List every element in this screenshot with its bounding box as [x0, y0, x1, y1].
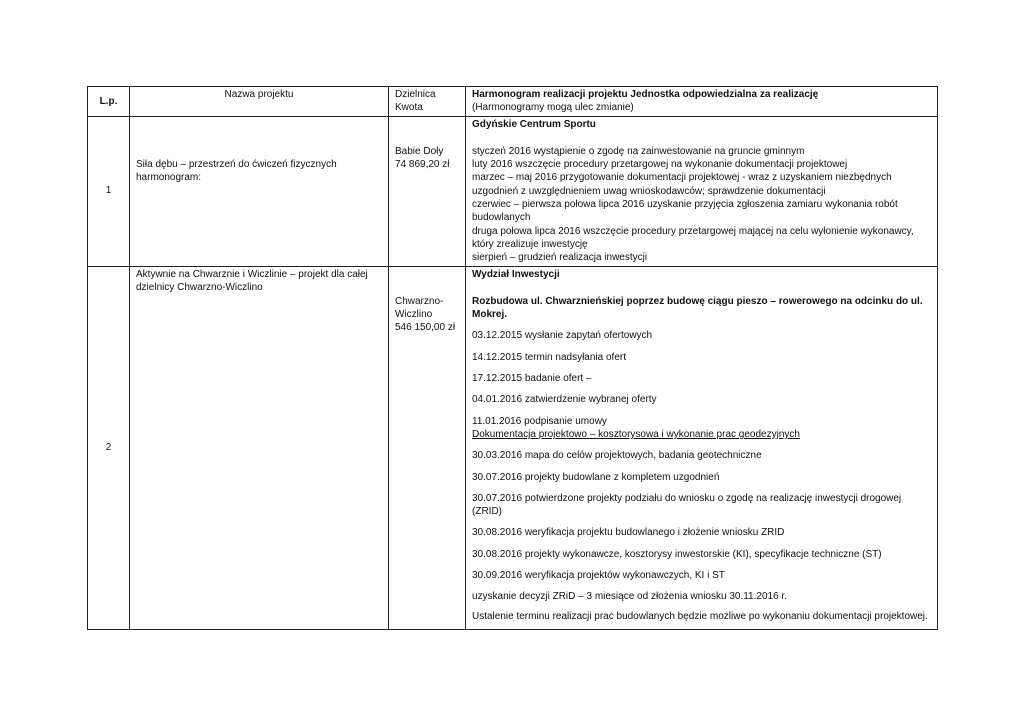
- district: Babie Doły: [395, 145, 444, 157]
- schedule-line: 30.03.2016 mapa do celów projektowych, badania geotechniczne: [472, 450, 762, 462]
- project-name: Siła dębu – przestrzeń do ćwiczeń fizycznych harmonogram:: [136, 158, 337, 183]
- schedule-line: uzyskanie decyzji ZRiD – 3 miesiące od złożenia wniosku 30.11.2016 r.: [472, 591, 787, 603]
- schedule-line: 30.07.2016 projekty budowlane z kompletem uzgodnień: [472, 471, 720, 483]
- table-row: [88, 266, 938, 629]
- schedule-cell: [466, 266, 938, 629]
- schedule-line: sierpień – grudzień realizacja inwestycji: [472, 252, 648, 264]
- schedule-line: 14.12.2015 termin nadsyłania ofert: [472, 351, 626, 363]
- schedule-line: 30.08.2016 weryfikacja projektu budowlanego i złożenie wniosku ZRID: [472, 527, 785, 539]
- schedule-note: Ustalenie terminu realizacji prac budowlanych będzie możliwe po wykonaniu dokumentacji projektowej.: [472, 610, 928, 622]
- project-name-cell: [130, 266, 389, 629]
- amount: 74 869,20 zł: [395, 158, 450, 170]
- schedule-line: 04.01.2016 zatwierdzenie wybranej oferty: [472, 394, 657, 406]
- schedule-line: 30.09.2016 weryfikacja projektów wykonawczych, KI i ST: [472, 570, 725, 582]
- responsible-unit: Wydział Inwestycji: [472, 268, 560, 280]
- header-schedule: [466, 87, 938, 117]
- responsible-unit: Gdyńskie Centrum Sportu: [472, 118, 596, 130]
- header-lp: L.p.: [88, 87, 130, 117]
- amount: 546 150,00 zł: [395, 322, 456, 334]
- row-number: 1: [88, 116, 130, 266]
- header-amount: Kwota: [395, 102, 423, 114]
- schedule-line: 17.12.2015 badanie ofert –: [472, 373, 592, 385]
- district-amount-cell: [389, 116, 466, 266]
- schedule-line: marzec – maj 2016 przygotowanie dokumentacji projektowej - wraz z uzyskaniem niezbędnych uzgodnień z uwzględnieniem uwag wnioskodawców; sprawdzenie dokumentacji: [472, 172, 892, 197]
- header-schedule-title: Harmonogram realizacji projektu Jednostka odpowiedzialna za realizację: [472, 89, 819, 100]
- project-schedule-table: [87, 86, 938, 630]
- district: Chwarzno-Wiczlino: [395, 295, 444, 320]
- table-row: [88, 116, 938, 266]
- schedule-line: 11.01.2016 podpisanie umowy: [472, 415, 607, 427]
- schedule-line: 30.07.2016 potwierdzone projekty podziału do wniosku o zgodę na realizację inwestycji drogowej (ZRID): [472, 492, 902, 518]
- row-number: 2: [88, 266, 130, 629]
- project-subtitle: Rozbudowa ul. Chwarznieńskiej poprzez budowę ciągu pieszo – rowerowego na odcinku do ul. Mokrej.: [472, 295, 923, 321]
- schedule-cell: [466, 116, 938, 266]
- district-amount-cell: [389, 266, 466, 629]
- schedule-line: styczeń 2016 wystąpienie o zgodę na zainwestowanie na gruncie gminnym: [472, 145, 805, 157]
- project-name-cell: [130, 116, 389, 266]
- header-project-name: Nazwa projektu: [130, 87, 389, 117]
- schedule-line: czerwiec – pierwsza połowa lipca 2016 uzyskanie przyjęcia zgłoszenia zamiaru wykonania robót budowlanych: [472, 199, 898, 224]
- schedule-line: 30.08.2016 projekty wykonawcze, kosztorysy inwestorskie (KI), specyfikacje techniczne (ST): [472, 548, 882, 560]
- header-district-amount: [389, 87, 466, 117]
- schedule-line: 03.12.2015 wysłanie zapytań ofertowych: [472, 330, 653, 342]
- header-district: Dzielnica: [395, 89, 436, 100]
- table-header-row: [88, 87, 938, 117]
- documentation-heading: Dokumentacja projektowo – kosztorysowa i wykonanie prac geodezyjnych: [472, 428, 800, 440]
- schedule-line: druga połowa lipca 2016 wszczęcie procedury przetargowej mającej na celu wyłonienie wykonawcy, który zrealizuje inwestycję: [472, 225, 914, 250]
- header-schedule-note: (Harmonogramy mogą ulec zmianie): [472, 102, 634, 114]
- schedule-line: luty 2016 wszczęcie procedury przetargowej na wykonanie dokumentacji projektowej: [472, 159, 848, 171]
- project-name: Aktywnie na Chwarznie i Wiczlinie – projekt dla całej dzielnicy Chwarzno-Wiczlino: [136, 268, 368, 293]
